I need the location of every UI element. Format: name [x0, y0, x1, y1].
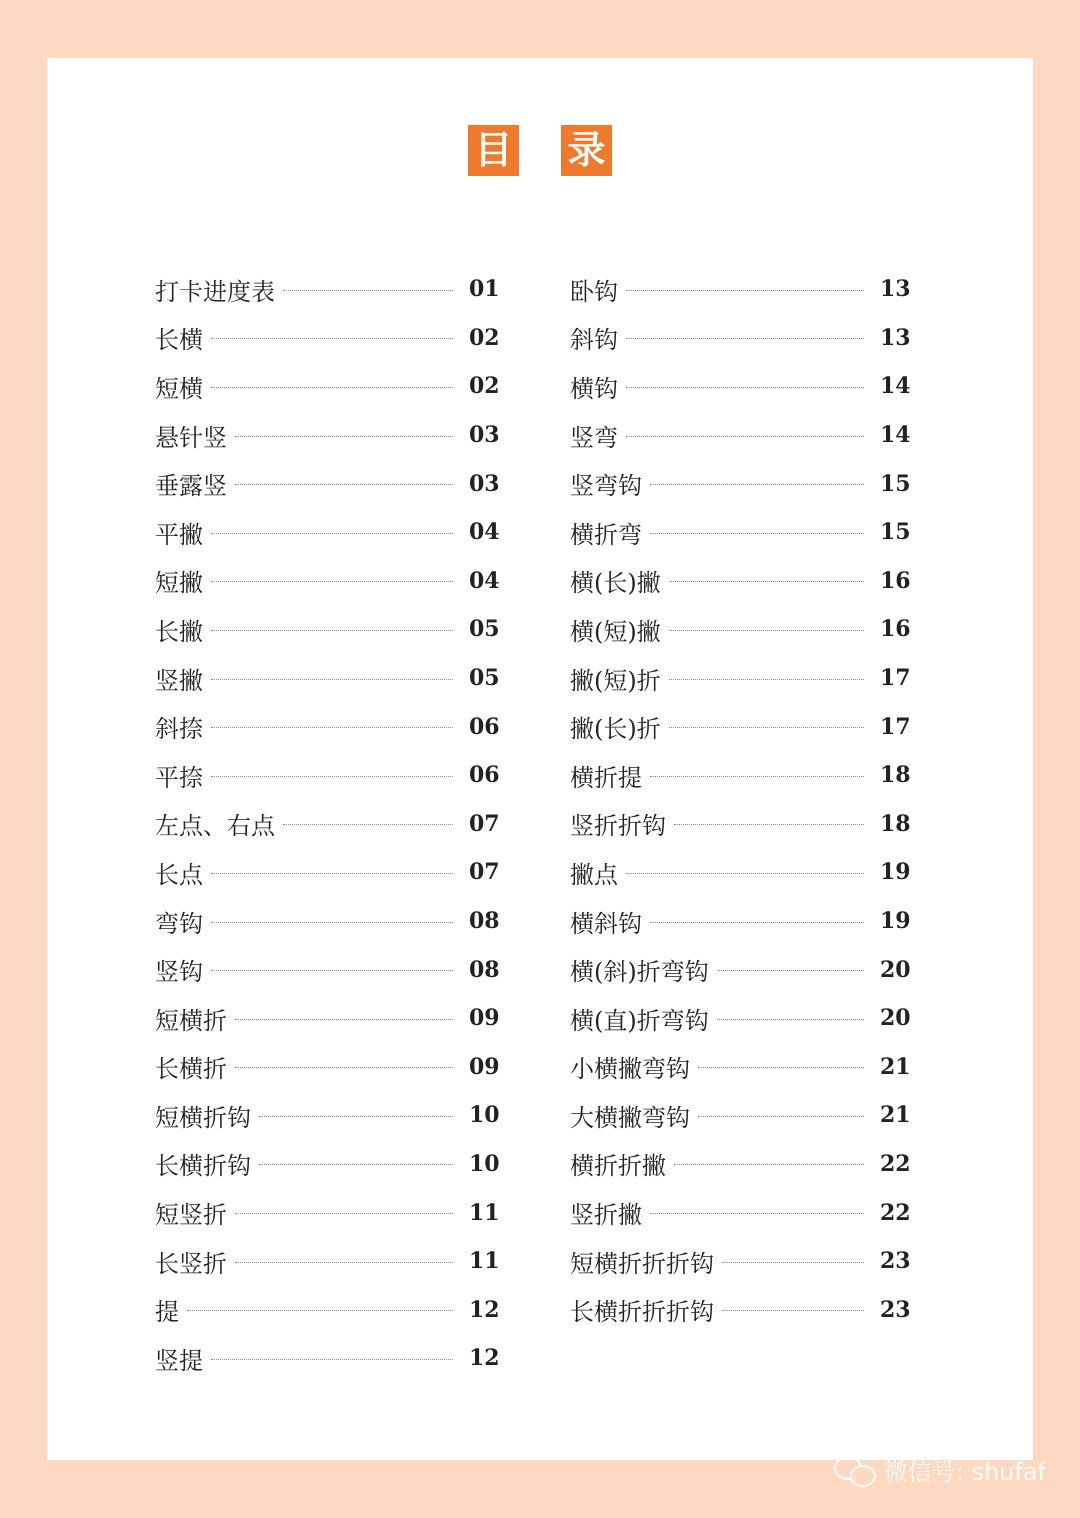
toc-entry[interactable] — [155, 1140, 500, 1189]
dot-leader — [211, 1359, 453, 1360]
dot-leader — [235, 436, 453, 437]
toc-entry-label: 横钩 — [570, 374, 618, 403]
toc-entry[interactable] — [570, 1043, 911, 1092]
dot-leader — [669, 581, 864, 582]
dot-leader — [211, 679, 453, 680]
toc-entry[interactable] — [570, 897, 911, 946]
toc-entry-label: 长撇 — [155, 617, 203, 646]
dot-leader — [235, 1067, 453, 1068]
toc-entry-label: 垂露竖 — [155, 472, 227, 501]
toc-entry-label: 短横 — [155, 374, 203, 403]
toc-entry-page: 12 — [469, 1345, 500, 1372]
toc-entry[interactable] — [155, 557, 500, 606]
toc-entry-page: 03 — [469, 470, 500, 497]
toc-entry-label: 长点 — [155, 860, 203, 889]
dot-leader — [211, 533, 453, 534]
toc-entry-label: 提 — [155, 1298, 179, 1327]
toc-entry[interactable] — [155, 1334, 500, 1383]
toc-entry-page: 06 — [469, 713, 500, 740]
toc-entry-label: 横折折撇 — [570, 1152, 666, 1181]
toc-entry-label: 横折弯 — [570, 520, 642, 549]
dot-leader — [650, 533, 864, 534]
dot-leader — [235, 1262, 453, 1263]
title-char-box: 目 — [468, 125, 519, 176]
dot-leader — [650, 776, 864, 777]
toc-entry-page: 23 — [880, 1248, 911, 1275]
toc-entry[interactable] — [155, 702, 500, 751]
dot-leader — [669, 727, 864, 728]
toc-entry-page: 14 — [880, 422, 911, 449]
toc-entry-page: 07 — [469, 810, 500, 837]
toc-entry-page: 08 — [469, 956, 500, 983]
dot-leader — [283, 290, 453, 291]
toc-entry-page: 02 — [469, 324, 500, 351]
toc-entry[interactable] — [155, 751, 500, 800]
toc-entry[interactable] — [570, 1285, 911, 1334]
toc-entry-page: 11 — [469, 1199, 500, 1226]
toc-entry-label: 竖折折钩 — [570, 812, 666, 841]
toc-entry-label: 大横撇弯钩 — [570, 1103, 690, 1132]
toc-entry-page: 05 — [469, 665, 500, 692]
dot-leader — [669, 679, 864, 680]
toc-entry-page: 23 — [880, 1296, 911, 1323]
toc-entry-label: 长横 — [155, 326, 203, 355]
toc-entry-label: 小横撇弯钩 — [570, 1055, 690, 1084]
toc-entry-page: 09 — [469, 1005, 500, 1032]
toc-column-right — [570, 265, 911, 1334]
toc-entry[interactable] — [155, 945, 500, 994]
toc-entry[interactable] — [155, 508, 500, 557]
toc-entry-page: 19 — [880, 859, 911, 886]
watermark — [834, 1452, 1046, 1487]
toc-entry-page: 13 — [880, 276, 911, 303]
toc-entry-page: 16 — [880, 616, 911, 643]
dot-leader — [235, 1019, 453, 1020]
toc-entry-page: 05 — [469, 616, 500, 643]
dot-leader — [650, 1213, 864, 1214]
dot-leader — [626, 290, 864, 291]
dot-leader — [674, 1164, 864, 1165]
toc-entry-page: 21 — [880, 1102, 911, 1129]
dot-leader — [235, 484, 453, 485]
toc-entry-page: 17 — [880, 665, 911, 692]
toc-entry[interactable] — [570, 1237, 911, 1286]
toc-entry[interactable] — [155, 848, 500, 897]
toc-entry[interactable] — [155, 265, 500, 314]
toc-entry[interactable] — [570, 265, 911, 314]
toc-entry-label: 横(长)撇 — [570, 569, 661, 598]
toc-entry-label: 短横折 — [155, 1006, 227, 1035]
toc-entry-label: 横折提 — [570, 763, 642, 792]
dot-leader — [211, 970, 453, 971]
toc-entry-label: 长横折钩 — [155, 1152, 251, 1181]
toc-entry-label: 横(短)撇 — [570, 617, 661, 646]
toc-entry-label: 短撇 — [155, 569, 203, 598]
toc-entry-page: 04 — [469, 567, 500, 594]
toc-entry[interactable] — [570, 605, 911, 654]
dot-leader — [211, 776, 453, 777]
toc-entry-page: 15 — [880, 470, 911, 497]
toc-entry-page: 16 — [880, 567, 911, 594]
dot-leader — [717, 1019, 864, 1020]
toc-entry-label: 撇点 — [570, 860, 618, 889]
toc-entry-page: 03 — [469, 422, 500, 449]
toc-entry-page: 18 — [880, 762, 911, 789]
toc-entry[interactable] — [155, 1043, 500, 1092]
dot-leader — [211, 630, 453, 631]
toc-entry[interactable] — [155, 459, 500, 508]
dot-leader — [211, 922, 453, 923]
toc-entry-label: 短竖折 — [155, 1201, 227, 1230]
toc-entry[interactable] — [155, 800, 500, 849]
dot-leader — [650, 922, 864, 923]
dot-leader — [259, 1116, 453, 1117]
dot-leader — [698, 1116, 864, 1117]
toc-entry-label: 竖钩 — [155, 958, 203, 987]
toc-entry-label: 撇(长)折 — [570, 715, 661, 744]
toc-entry-page: 22 — [880, 1199, 911, 1226]
toc-entry[interactable] — [570, 994, 911, 1043]
toc-entry-page: 01 — [469, 276, 500, 303]
toc-entry-label: 斜钩 — [570, 326, 618, 355]
dot-leader — [211, 873, 453, 874]
toc-entry[interactable] — [570, 362, 911, 411]
toc-entry[interactable] — [155, 1237, 500, 1286]
toc-entry[interactable] — [570, 945, 911, 994]
title-char-box: 录 — [561, 125, 612, 176]
dot-leader — [626, 338, 864, 339]
dot-leader — [626, 387, 864, 388]
toc-entry[interactable] — [570, 1188, 911, 1237]
toc-entry[interactable] — [155, 994, 500, 1043]
toc-entry-page: 07 — [469, 859, 500, 886]
dot-leader — [259, 1164, 453, 1165]
dot-leader — [722, 1310, 864, 1311]
toc-entry[interactable] — [570, 654, 911, 703]
toc-entry-page: 13 — [880, 324, 911, 351]
toc-entry[interactable] — [155, 897, 500, 946]
toc-entry-label: 平撇 — [155, 520, 203, 549]
toc-entry-label: 竖弯 — [570, 423, 618, 452]
toc-entry-page: 10 — [469, 1150, 500, 1177]
toc-entry[interactable] — [570, 459, 911, 508]
toc-entry-label: 平捺 — [155, 763, 203, 792]
dot-leader — [669, 630, 864, 631]
toc-entry[interactable] — [155, 605, 500, 654]
dot-leader — [235, 1213, 453, 1214]
dot-leader — [722, 1262, 864, 1263]
toc-entry[interactable] — [570, 848, 911, 897]
toc-entry-page: 17 — [880, 713, 911, 740]
toc-entry[interactable] — [155, 1188, 500, 1237]
toc-title — [47, 125, 1033, 176]
toc-entry-page: 18 — [880, 810, 911, 837]
dot-leader — [211, 387, 453, 388]
toc-entry-page: 22 — [880, 1150, 911, 1177]
toc-entry[interactable] — [570, 751, 911, 800]
toc-entry-page: 06 — [469, 762, 500, 789]
dot-leader — [211, 727, 453, 728]
dot-leader — [626, 873, 864, 874]
toc-entry[interactable] — [155, 362, 500, 411]
toc-entry[interactable] — [155, 1285, 500, 1334]
toc-entry-page: 20 — [880, 956, 911, 983]
dot-leader — [650, 484, 864, 485]
toc-entry-label: 竖提 — [155, 1346, 203, 1375]
toc-entry[interactable] — [155, 654, 500, 703]
toc-entry-label: 短横折折折钩 — [570, 1249, 714, 1278]
toc-entry[interactable] — [570, 1140, 911, 1189]
toc-entry[interactable] — [570, 557, 911, 606]
toc-entry-label: 长横折 — [155, 1055, 227, 1084]
toc-entry[interactable] — [570, 411, 911, 460]
toc-entry-label: 长横折折折钩 — [570, 1298, 714, 1327]
toc-entry-page: 02 — [469, 373, 500, 400]
toc-entry-label: 打卡进度表 — [155, 277, 275, 306]
dot-leader — [674, 824, 864, 825]
dot-leader — [211, 581, 453, 582]
toc-entry[interactable] — [570, 314, 911, 363]
watermark-text: 微信号: shufaf — [883, 1458, 1046, 1486]
toc-entry-label: 悬针竖 — [155, 423, 227, 452]
toc-entry-page: 10 — [469, 1102, 500, 1129]
toc-entry-page: 12 — [469, 1296, 500, 1323]
toc-entry[interactable] — [155, 411, 500, 460]
toc-entry-label: 横(斜)折弯钩 — [570, 958, 709, 987]
dot-leader — [717, 970, 864, 971]
toc-entry-page: 19 — [880, 908, 911, 935]
toc-entry-label: 斜捺 — [155, 715, 203, 744]
toc-entry-label: 卧钩 — [570, 277, 618, 306]
toc-entry-page: 20 — [880, 1005, 911, 1032]
toc-entry-label: 横斜钩 — [570, 909, 642, 938]
toc-column-left — [155, 265, 500, 1383]
toc-entry[interactable] — [570, 702, 911, 751]
toc-entry-label: 短横折钩 — [155, 1103, 251, 1132]
dot-leader — [698, 1067, 864, 1068]
toc-entry[interactable] — [155, 314, 500, 363]
toc-entry[interactable] — [570, 1091, 911, 1140]
document-page — [47, 58, 1033, 1460]
dot-leader — [626, 436, 864, 437]
dot-leader — [211, 338, 453, 339]
toc-entry-label: 横(直)折弯钩 — [570, 1006, 709, 1035]
dot-leader — [187, 1310, 453, 1311]
toc-entry-page: 08 — [469, 908, 500, 935]
wechat-icon — [834, 1454, 878, 1486]
toc-entry-label: 竖折撇 — [570, 1201, 642, 1230]
toc-entry[interactable] — [570, 800, 911, 849]
toc-entry-page: 11 — [469, 1248, 500, 1275]
toc-entry-label: 长竖折 — [155, 1249, 227, 1278]
toc-entry-page: 15 — [880, 519, 911, 546]
toc-entry-label: 左点、右点 — [155, 812, 275, 841]
toc-entry-page: 04 — [469, 519, 500, 546]
toc-entry-label: 竖撇 — [155, 666, 203, 695]
dot-leader — [283, 824, 453, 825]
toc-entry-label: 弯钩 — [155, 909, 203, 938]
toc-entry[interactable] — [570, 508, 911, 557]
toc-entry[interactable] — [155, 1091, 500, 1140]
toc-entry-label: 撇(短)折 — [570, 666, 661, 695]
toc-entry-page: 14 — [880, 373, 911, 400]
toc-entry-page: 21 — [880, 1053, 911, 1080]
toc-entry-label: 竖弯钩 — [570, 472, 642, 501]
toc-entry-page: 09 — [469, 1053, 500, 1080]
